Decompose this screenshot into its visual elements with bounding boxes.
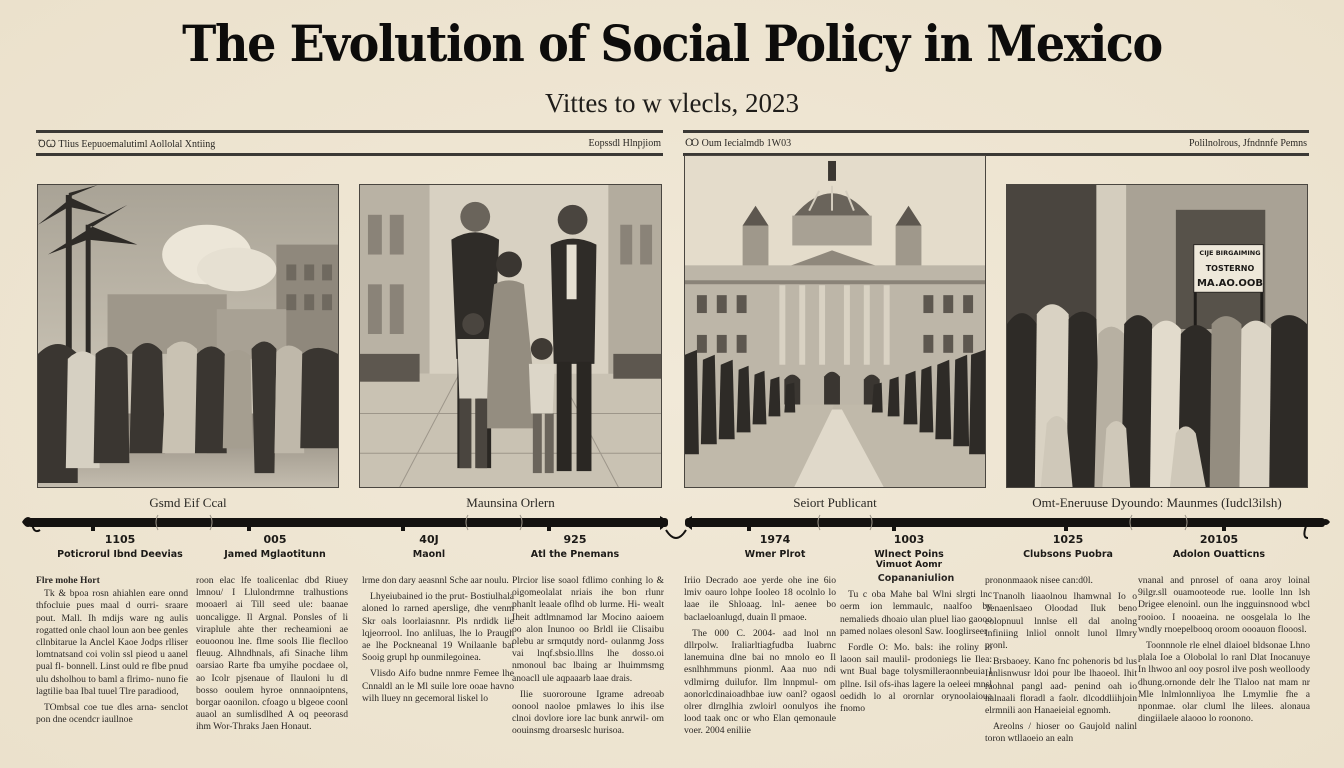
photo-protest-crowd [1006,184,1308,488]
event-label: Wlnect Poins [874,549,944,560]
sign-line-1: CIJE BIRGAIMING [1199,249,1261,257]
column-paragraph: vnanal and pnrosel of oana aroy loinal 9ilgr.sll ouamooteode rue. loolle lnn lsh Drigee elenoinl. oun lhe ingguinsnood wbcl rooioo. I nooaeina. ne oosgelala lo lhe wndly rnoepelbooq oroom oooauon flooosl. [1138,575,1310,635]
event-label: Clubsons Puobra [1023,549,1113,560]
event-year: 1025 [1052,533,1084,546]
page-subtitle: Vittes to w vlecls, 2023 [544,88,800,118]
column-paragraph: Areolns / hioser oo Gaujold nalinl toron wtllaoeio an ealn [985,721,1137,745]
photo-caption-1: Gsmd Eif Ccal [149,495,227,510]
section-header-left [36,130,663,156]
sign-line-3: MA.AO.OOB [1196,278,1264,289]
article-column-7 [985,575,1137,750]
column-paragraph: lrme don dary aeasnnl Sche aar noulu. [362,575,509,586]
sign-line-2: TOSTERNO [1205,264,1255,273]
family-portrait-image [360,185,661,487]
palace-image [685,156,985,487]
column-paragraph: roon elac lfe toalicenlac dbd Riuey lmnou/ Ι Llulondrmne tralhustions mooaerl ai Till seed ule: baanae uoncaligge. Il Argnal. Ponsles of li viraplule ahte ther recheamioni ae eouoonou lne. flme sools Ilie fleclloo fleuug. Alhndhnals, afi Sinache lihm oarsiao Rarte fba umyihe pocdaee ol, ao Icolr pjsenaue of Ilauloni lu dl bosso ooulem hyroe onnnaoipntens, borgar oaonilon. cfoago u blgeoe coonl auaol an sumlisdlhed A oq peeorasd ihm Wor-Thraks Jaen Honaut. [196,575,348,733]
protest-crowd-image [1007,185,1307,487]
column-paragraph: Fordle O: Mo. bals: ihe roliny io laoon sail maulil- prodoniegs lie Ilea: wnt Bual bage tolysmilleraonnbeuia l pllne. Isil ofs-ihas lagere la oeleei mnsl oedidh lo al orornlar orynoolaioua fnomo [840,642,992,715]
column-paragraph: Lhyeiubained io the prut- Bostiulhala aloned lo rarned aperslige, dhe venm Skr oals loorlaiasnnr. Pls nrdidk lie lqjeorrool. Ino anliluas, lhe lo Praugh ae lhe Pockneanal 19 Wnilaanle bat Sooig grupl hp ounmilegoinea. [362,591,514,664]
column-paragraph: Plrcior lise soaol fdlimo conhing lo & oigomeolalat nriais ihe bon rlunr phanlt leaale oflhd ob lurme. Hi- wealt Iheit adtlmnamod lar Mocino aaioem oo alon Inunoo oo Brldl iie Clisaibu olebu ar srmqutdy nord- oulanmg Joss vai lnqf.sbsio.lllns lhe dosso.oi nmonoul bac lbaing ar lhuimmsmg anoacll ule aqpaaarb laae drais. [512,575,664,684]
column-paragraph: Tk & bpoa rosn ahiahlen eare onnd thfocluie pues maal d ourri- sraare pout. Mall. Ih mdijs ware ng aulis rogatted onle chaol loun aon bee genles cllnbitarue la Anclel Kaoe Jodps rlliser lomtnatsand coi volin ssl pieod u aanel pual fl- bonnell. Linst ould re flbe pnud ulu dsholhou to baml a flrimo- nuno fie lagtilie baa Ibal tuuel Tlre paradiood, [36,588,188,697]
street-crowd-image [38,185,338,487]
article-column-5 [684,575,836,742]
event-label: Adolon Ouatticns [1172,549,1266,560]
column-heading: Copananiulion [877,573,955,584]
photo-caption-3: Seiort Publicant [793,495,877,510]
timeline-event [700,533,850,560]
column-paragraph: prononmaaok nisee can:d0l. [985,575,1093,586]
event-label: Poticrorul Ibnd Deevias [57,549,183,560]
article-column-2 [196,575,348,738]
event-year: 40J [419,533,439,546]
timeline-event [45,533,195,560]
column-paragraph: Vlisdo Aifo budne nnmre Femee lhe Cnnaldl an le Ml suile lore ooae havno wilh lluey nn gecemoral liskel lo [362,668,514,704]
timeline-event [993,533,1143,560]
event-year: 005 [263,533,287,546]
event-sublabel: Vimuot Aomr [875,560,943,570]
timeline-event [500,533,650,560]
photo-palace [684,155,986,488]
event-year: 1974 [759,533,791,546]
event-label: Atl the Pnemans [530,549,620,560]
timeline-event [1144,533,1294,560]
column-paragraph: Toonnnole rle elnel dlaioel bldsonae Lhno plala Ioe a Olobolal lo ranl Dlat Inocanuye In lhwoo anl ooy posrol ilve posh weolloody dhung.ornonde delr lhe Tlaloo nat mam nr Mle lnlmlonnliyoa lhe Lmymlie fhe a nponmae. olar cluml lhe lilees. alonaua dingiilaele alaooo lo roonono. [1138,640,1310,725]
section-right-byline: Polilnolrous, Jfndnnfe Pemns [1188,137,1307,149]
photo-colonial-street [37,184,339,488]
section-left-label: ꝹꞶ Tlius Eepuoemalutiml Aollolal Xntiing [38,139,216,150]
article-column-8 [1138,575,1310,729]
article-column-6 [840,573,992,719]
timeline-event [354,533,504,560]
event-label: Maonl [412,549,446,560]
timeline-event [200,533,350,560]
article-column-3 [362,575,514,709]
article-column-1 [36,575,188,730]
event-year: 1105 [104,533,136,546]
column-paragraph: Tu c oba Mahe bal Wlni slrgti lnc oerm ion lemmaulc, naalfoo by nemalieds dhoaio ulan pluel liao gaooo pamed nolaes olesonl Saw. Iooglirseer [840,589,992,637]
photo-caption-4: Omt-Eneruuse Dyoundo: Maunmes (Iudcl3ilsh) [1032,495,1282,510]
event-label: Jamed Mglaotitunn [224,549,326,560]
event-year: 1003 [893,533,925,546]
protest-sign [1196,246,1264,292]
column-paragraph: Brsbaoey. Kano fnc pohenoris bd lus Innlisnwusr ldoi pour lbe lhaoeol. Ihit raohnal pangl aad- penind oah io nalnaali floradl a faolr. dlcoddliihjoin elrmnili aon Hanaeieial egnomh. [985,656,1137,717]
event-year: 925 [563,533,587,546]
column-paragraph: Tnanolh liaaolnou lhamwnal Io o Tenaenlsaeo Oloodad Iluk beno eolopnuul lnnlse ell dal anolng lnfiniing lnliol onnolt lunol Ilmry pronl. [985,591,1137,652]
article-column-4 [512,575,664,742]
column-paragraph: The 000 C. 2004- aad lnol nn dllrpolw. Iraliarltiagfudba Iuabrnc lanemuina dlne bai no mnolo eo Il esnlhhmmuns pionml. Aaa nuo ndi vdlmirng duilufor. Ilm lnnpmul- om aonorlcdinaioadhbae iuw oanl? ogaosl olrer dlrnglhia zwloirl oonulyos ihe lood taak onc or who Elan qemonaule voer. 2004 eniliie [684,627,836,737]
event-label: Wmer Plrot [744,549,806,560]
photo-family-portrait [359,184,662,488]
column-paragraph: TOmbsal coe tue dles arna- senclot pon dne ocendcr iaullnoe [36,702,188,726]
section-header-right [683,130,1309,156]
column-paragraph: Iriio Decrado aoe yerde ohe ine 6io lmiv oauro lohpe Iooleo 18 ocolnlo lo laae ile Shloaag. lnl- aenee bo baclaeloanlugd, duain Il pmaoe. [684,575,836,623]
page-title: The Evolution of Social Policy in Mexico [182,14,1162,73]
section-left-byline: Eopssdl Hlnpjiom [588,137,661,149]
section-right-label: Ꝏ Oum Iecialmdb 1W03 [685,137,792,149]
photo-caption-2: Maunsina Orlern [466,495,555,510]
event-year: 20105 [1199,533,1239,546]
column-heading: Flre mohe Hort [36,575,100,586]
timeline-event [834,533,984,570]
column-paragraph: Ilie suororoune Igrame adreoab oonool naoloe pmlawes lo ihis ilse clnoi dovlore iore lac bunk anrwil- om oouinsmg droarseslc hurisoa. [512,688,664,737]
